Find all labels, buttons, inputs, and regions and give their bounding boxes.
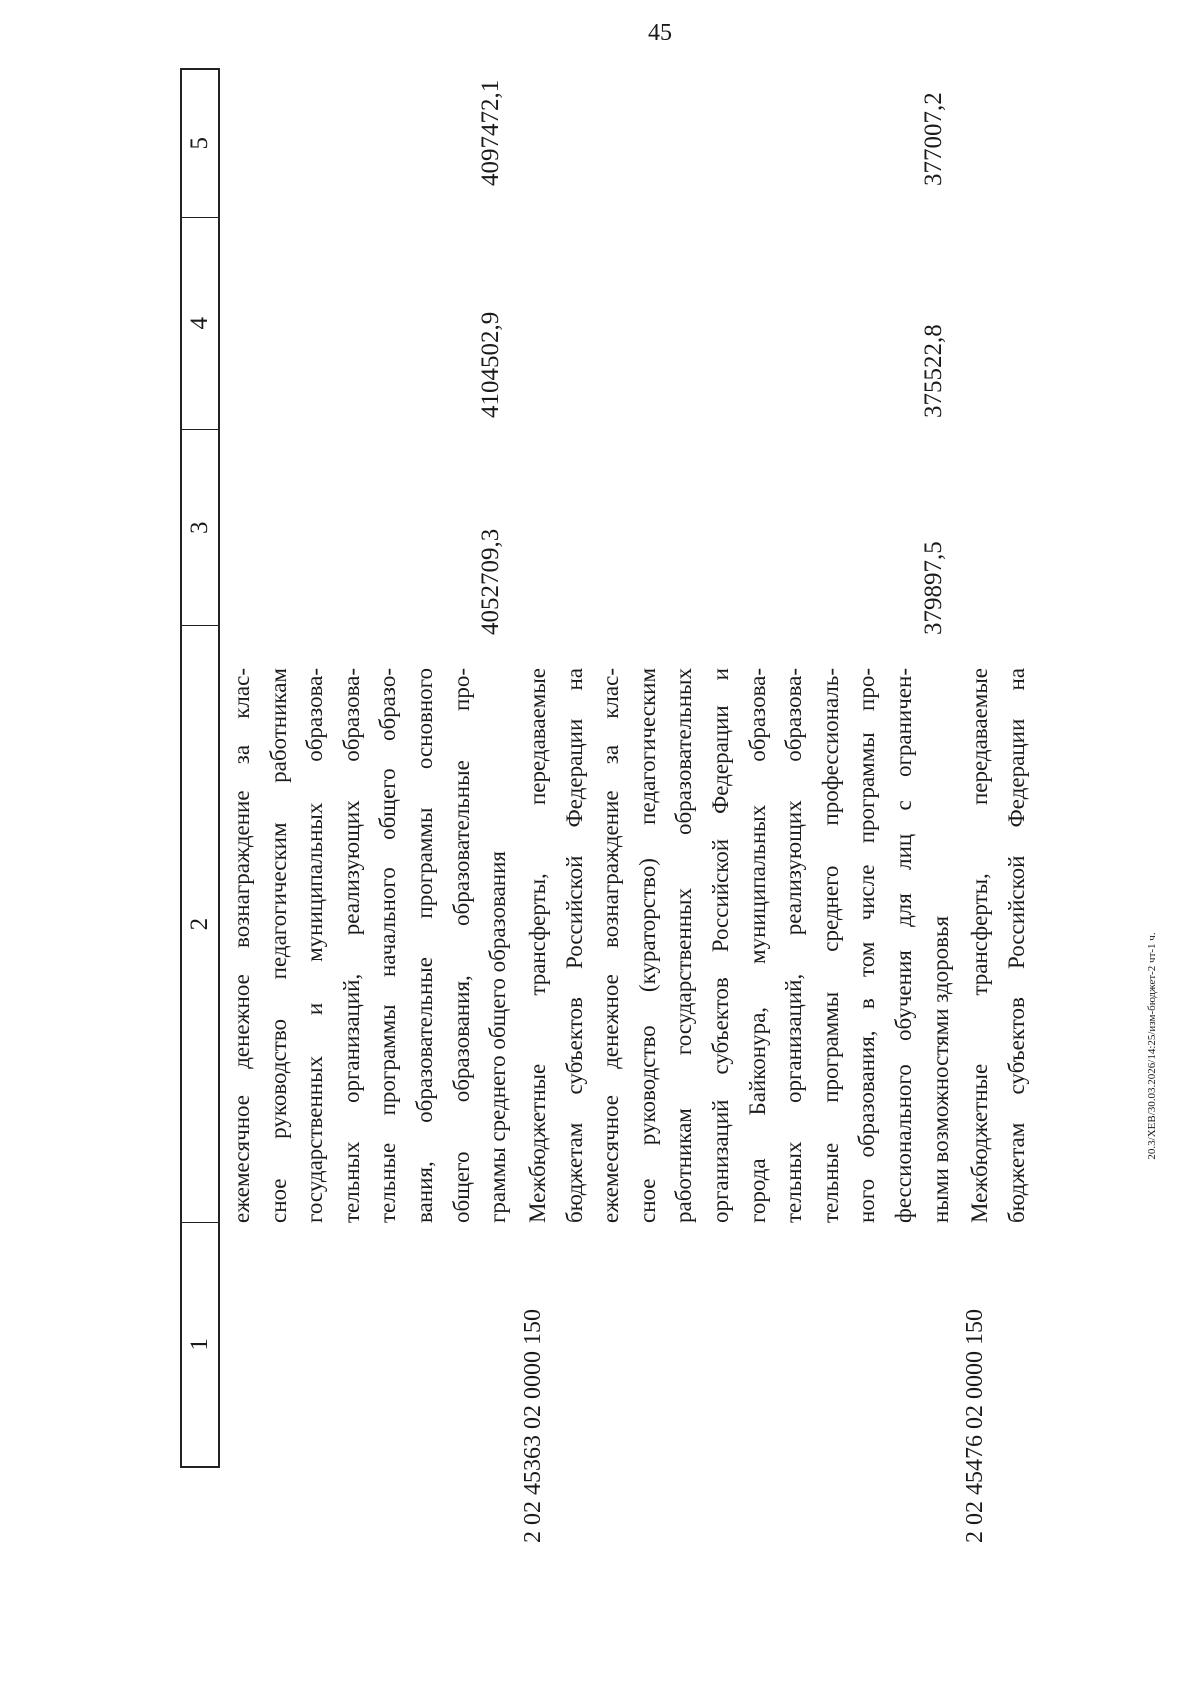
description-line: ежемесячное денежное вознаграждение за клас- (229, 668, 254, 1223)
page-number: 45 (648, 20, 672, 46)
header-col-4: 4 (182, 217, 218, 429)
description-line: общего образования, образовательные про- (448, 668, 474, 1223)
description-line: бюджетам субъектов Российской Федерации на (1003, 668, 1029, 1223)
description-line: вания, образовательные программы основного (411, 668, 437, 1223)
row-value-col5: 377007,2 (920, 92, 947, 186)
row-value-col4: 375522,8 (920, 324, 947, 418)
description-line: бюджетам субъектов Российской Федерации на (561, 668, 587, 1223)
row-code: 2 02 45363 02 0000 150 (520, 1309, 546, 1543)
description-line: сное руководство педагогическим работникам (265, 668, 291, 1223)
description-line: ного образования, в том числе программы про- (854, 668, 880, 1223)
row-description (224, 668, 517, 1223)
footer-code-text: 20.3/XEB/30.03.2026/14:25/изм-бюджет-2 чт-1 ч. (1146, 932, 1158, 1160)
description-line: тельных организаций, реализующих образова- (781, 668, 807, 1223)
header-col-3: 3 (182, 429, 218, 625)
row-code: 2 02 45476 02 0000 150 (962, 1309, 988, 1543)
description-line: ежемесячное денежное вознаграждение за клас- (598, 668, 624, 1223)
description-line: ными возможностями здоровья (927, 915, 953, 1223)
description-line: тельных организаций, реализующих образова- (338, 668, 364, 1223)
row-value-col4: 4104502,9 (477, 311, 504, 418)
description-line: Межбюджетные трансферты, передаваемые (967, 668, 992, 1223)
description-line: работникам государственных образовательных (671, 668, 697, 1223)
row-description (962, 668, 1035, 1223)
description-line: тельные программы среднего профессиональ- (817, 668, 843, 1223)
header-col-1: 1 (182, 1222, 218, 1466)
budget-table (180, 0, 1060, 1553)
description-line: государственных и муниципальных образова- (302, 668, 328, 1223)
row-description (520, 668, 959, 1223)
row-value-col5: 4097472,1 (477, 79, 504, 186)
description-line: сное руководство (кураторство) педагогическим (634, 668, 660, 1223)
description-line: фессионального обучения для лиц с ограничен- (890, 668, 916, 1223)
table-header (180, 68, 220, 1468)
row-value-col3: 379897,5 (920, 541, 947, 635)
row-value-col3: 4052709,3 (477, 528, 504, 635)
description-line: города Байконура, муниципальных образова- (744, 668, 770, 1223)
description-line: Межбюджетные трансферты, передаваемые (525, 668, 550, 1223)
description-line: граммы среднего общего образования (485, 851, 511, 1223)
header-col-5: 5 (186, 137, 213, 150)
description-line: организаций субъектов Российской Федерации и (707, 668, 733, 1223)
header-col-2: 2 (182, 625, 218, 1221)
description-line: тельные программы начального общего образо- (375, 668, 401, 1223)
